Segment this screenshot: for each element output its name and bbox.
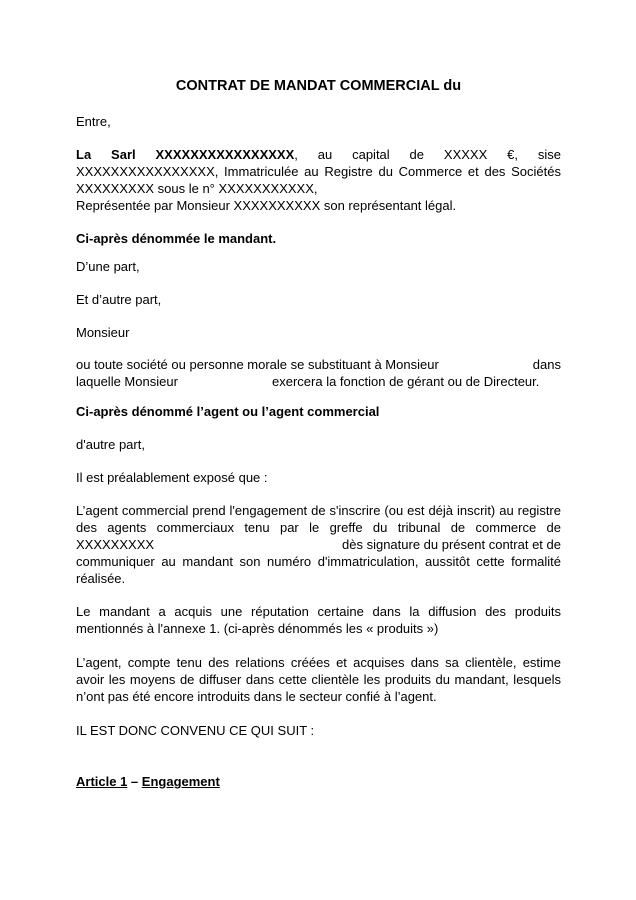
agent-label: Ci-après dénommé l’agent ou l’agent commercial: [76, 404, 380, 419]
party1-line1: [76, 146, 561, 163]
article1-dash: –: [127, 774, 142, 789]
monsieur-text: Monsieur: [76, 325, 130, 340]
article1-heading: [76, 773, 561, 790]
para1-line4: communiquer au mandant son numéro d'immatriculation, aussitôt cette formalité: [76, 554, 561, 569]
substitution-line1-text: ou toute société ou personne morale se substituant à Monsieur: [76, 357, 439, 372]
substitution-line1: [76, 356, 561, 373]
para2-line1: Le mandant a acquis une réputation certaine dans la diffusion des produits: [76, 604, 561, 619]
para1-line1: L’agent commercial prend l'engagement de s'inscrire (ou est déjà inscrit) au registre: [76, 503, 561, 518]
paragraph-registre: [76, 502, 561, 587]
dune-part-text: D’une part,: [76, 259, 140, 274]
para1-line3-start: XXXXXXXXX: [76, 537, 155, 552]
document-title: CONTRAT DE MANDAT COMMERCIAL du: [175, 78, 462, 94]
substitution-line1-end: dans: [532, 357, 561, 372]
substitution-line2-end: exercera la fonction de gérant ou de Directeur.: [272, 374, 540, 389]
expose-text: Il est préalablement exposé que :: [76, 470, 268, 485]
party1-line4: Représentée par Monsieur XXXXXXXXXX son représentant légal.: [76, 198, 457, 213]
party1-capital: , au capital de XXXXX €, sise: [294, 147, 561, 162]
para1-line3-end: dès signature du présent contrat et de: [342, 537, 561, 552]
paragraph-clientele: [76, 654, 561, 705]
para3-line2: avoir les moyens de diffuser dans cette clientèle les produits du mandant, lesquels: [76, 672, 561, 687]
para1-line3: [76, 536, 561, 553]
substitution-block: [76, 356, 561, 390]
para3-line3: n’ont pas été encore introduits dans le secteur confié à l’agent.: [76, 689, 437, 704]
para2-line2: mentionnés à l'annexe 1. (ci-après dénommés les « produits »): [76, 621, 439, 636]
convenu-text: IL EST DONC CONVENU CE QUI SUIT :: [76, 723, 315, 738]
mandant-label: Ci-après dénommée le mandant.: [76, 231, 277, 246]
party1-line2: XXXXXXXXXXXXXXXX, Immatriculée au Registre du Commerce et des Sociétés: [76, 164, 561, 179]
para1-line5: réalisée.: [76, 571, 126, 586]
party1-block: [76, 146, 561, 214]
para1-line2: des agents commerciaux tenu par le greffe du tribunal de commerce de: [76, 520, 561, 535]
party1-company-name: La Sarl XXXXXXXXXXXXXXXX: [76, 147, 295, 162]
article1-number: Article 1: [76, 774, 128, 789]
dautre-part-text: d'autre part,: [76, 437, 145, 452]
et-dautre-part-text: Et d’autre part,: [76, 292, 162, 307]
article1-title: Engagement: [141, 774, 220, 789]
paragraph-reputation: [76, 603, 561, 637]
entre-text: Entre,: [76, 114, 111, 129]
para3-line1: L’agent, compte tenu des relations créées et acquises dans sa clientèle, estime: [76, 655, 561, 670]
substitution-line2: [76, 373, 561, 390]
party1-line3: XXXXXXXXX sous le n° XXXXXXXXXXX,: [76, 181, 318, 196]
substitution-line2-text: laquelle Monsieur: [76, 374, 178, 389]
